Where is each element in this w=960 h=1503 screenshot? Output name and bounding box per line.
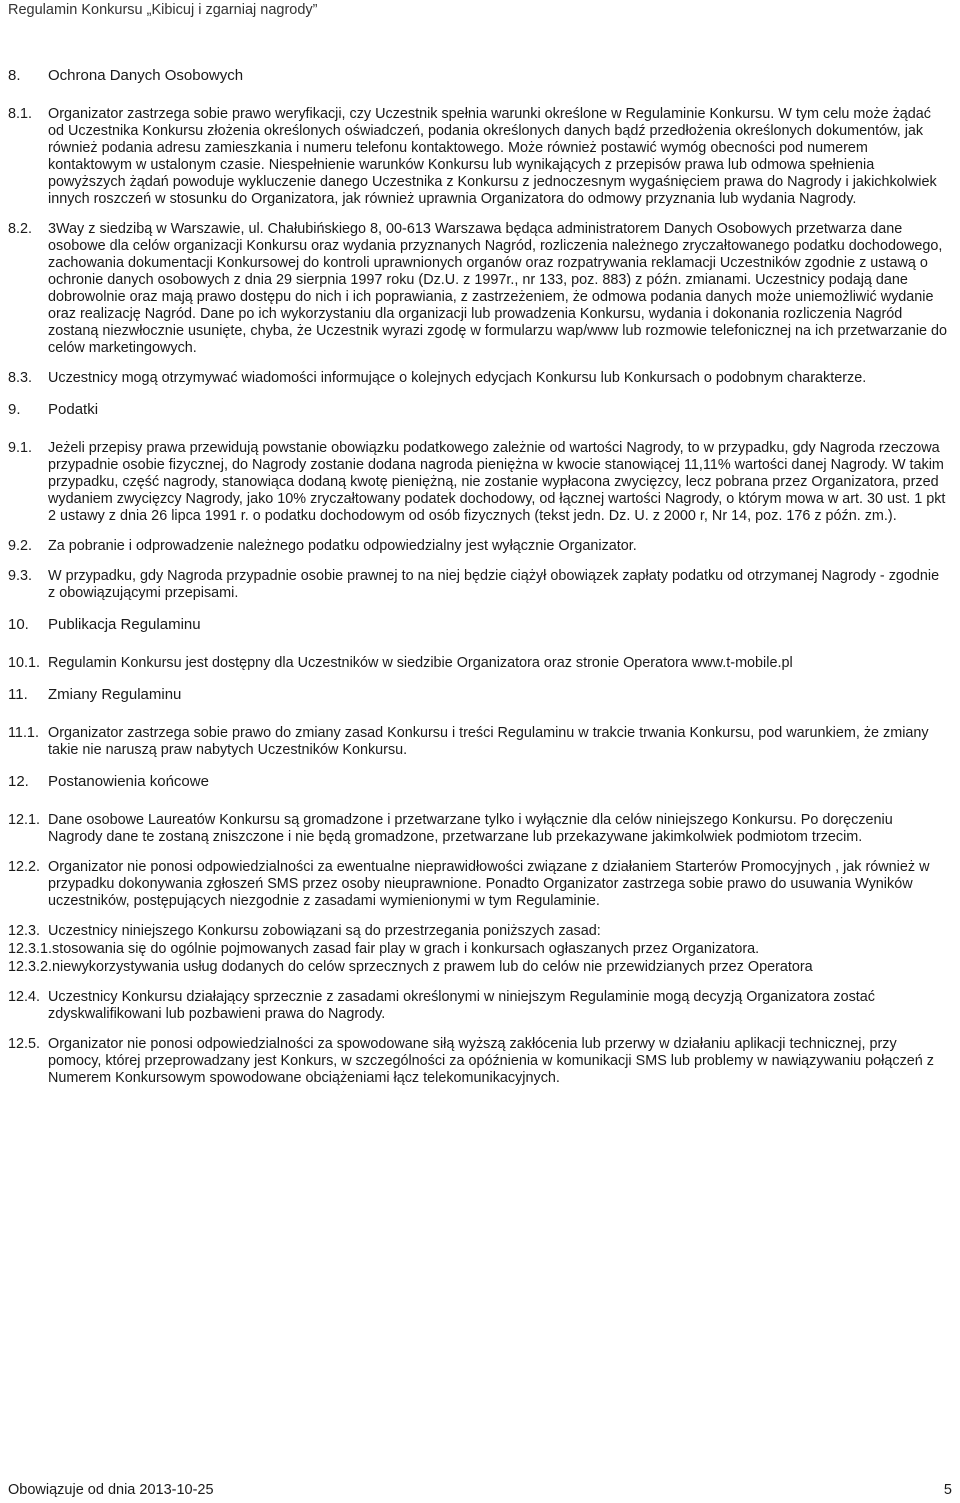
clause-number: 12.2. (8, 859, 41, 875)
clause-number: 12.3.1. (8, 941, 53, 957)
clause-text: stosowania się do ogólnie pojmowanych zasad fair play w grach i konkursach ogłaszanych przez Organizatora. (52, 941, 760, 957)
clause-text: 3Way z siedzibą w Warszawie, ul. Chałubińskiego 8, 00-613 Warszawa będąca administratorem Danych Osobowych przetwarza dane osobowe dla celów organizacji Konkursu oraz wydania przyznanych Nagród, rozliczenia należnego zryczałtowanego podatku dochodowego, zachowania dokumentacji Konkursowej do kontroli uprawnionych organów oraz rozpatrywania reklamacji Uczestników zgodnie z ustawą o ochronie danych osobowych z dnia 29 sierpnia 1997 roku (Dz.U. z 1997r., nr 133, poz. 883) z późn. zmianami. Uczestnicy podają dane dobrowolnie oraz mają prawo dostępu do nich i ich poprawiania, z zastrzeżeniem, że odmowa podania danych może uniemożliwić wydanie oraz realizację Nagród. Dane po ich wykorzystaniu dla organizacji lub prowadzenia Konkursu, wydania i dokonania rozliczenia Nagród zostaną niezwłocznie usunięte, chyba, że Uczestnik wyrazi zgodę w formularzu wap/www lub rozmowie telefonicznej na ich przetwarzanie do celów marketingowych. (48, 221, 948, 356)
clause (8, 221, 948, 357)
clause-text: W przypadku, gdy Nagroda przypadnie osobie prawnej to na niej będzie ciążył obowiązek zapłaty podatku od otrzymanej Nagrody - zgodnie z obowiązującymi przepisami. (48, 568, 940, 601)
section-title: Zmiany Regulaminu (48, 686, 182, 703)
clause-number: 12.3. (8, 923, 41, 939)
clause-text: Dane osobowe Laureatów Konkursu są gromadzone i przetwarzane tylko i wyłącznie dla celów niniejszego Konkursu. Po doręczeniu Nagrody dane te zostaną zniszczone i nie będą gromadzone, przetwarzane lub przekazywane jakimkolwiek podmiotom trzecim. (48, 812, 893, 845)
clause (8, 440, 948, 525)
clause (8, 923, 948, 940)
section-title: Podatki (48, 401, 99, 418)
page-number: 5 (943, 1482, 952, 1498)
section-title: Ochrona Danych Osobowych (48, 67, 244, 84)
subclause (8, 959, 948, 976)
clause-number: 8.3. (8, 370, 33, 386)
section-heading (8, 772, 948, 792)
clause-number: 10.1. (8, 655, 41, 671)
clause-number: 12.5. (8, 1036, 41, 1052)
document-footer (8, 1480, 952, 1500)
section-number: 8. (8, 67, 21, 84)
clause-text: Uczestnicy niniejszego Konkursu zobowiązani są do przestrzegania poniższych zasad: (48, 923, 601, 939)
clause-number: 12.3.2. (8, 959, 53, 975)
effective-date: Obowiązuje od dnia 2013-10-25 (8, 1482, 214, 1498)
section-heading (8, 66, 948, 86)
clause-text: Organizator zastrzega sobie prawo weryfikacji, czy Uczestnik spełnia warunki określone w Regulaminie Konkursu. W tym celu może żądać od Uczestnika Konkursu złożenia określonych oświadczeń, podania określonych danych bądź przedłożenia określonych dokumentów, jak również podania adresu zamieszkania i numeru telefonu kontaktowego. Może również postawić wymóg obecności pod numerem kontaktowym w ustalonym czasie. Niespełnienie warunków Konkursu lub wynikających z przepisów prawa lub odmowa spełnienia powyższych żądań powoduje wykluczenie danego Uczestnika z Konkursu z jednoczesnym wygaśnięciem prawa do Nagrody i jakichkolwiek innych roszczeń w stosunku do Organizatora, jak również uprawnia Organizatora do odmowy przyznania lub wydania Nagrody. (48, 106, 937, 207)
clause-text: niewykorzystywania usług dodanych do celów sprzecznych z prawem lub do celów nie przewidzianych przez Operatora (52, 959, 813, 975)
clause (8, 106, 948, 208)
section-title: Publikacja Regulaminu (48, 616, 201, 633)
section-number: 12. (8, 773, 29, 790)
clause-number: 8.1. (8, 106, 33, 122)
clause-number: 12.4. (8, 989, 41, 1005)
section-heading (8, 685, 948, 705)
clause-number: 11.1. (8, 725, 39, 741)
clause (8, 859, 948, 910)
clause (8, 370, 948, 387)
clause (8, 812, 948, 846)
clause (8, 568, 948, 602)
section-number: 9. (8, 401, 21, 418)
section-title: Postanowienia końcowe (48, 773, 209, 790)
clause-number: 12.1. (8, 812, 41, 828)
clause (8, 989, 948, 1023)
clause-text: Regulamin Konkursu jest dostępny dla Uczestników w siedzibie Organizatora oraz stronie Operatora www.t-mobile.pl (48, 655, 793, 671)
clause-text: Za pobranie i odprowadzenie należnego podatku odpowiedzialny jest wyłącznie Organizator. (48, 538, 637, 554)
clause (8, 725, 948, 759)
clause-number: 9.1. (8, 440, 33, 456)
clause-text: Organizator zastrzega sobie prawo do zmiany zasad Konkursu i treści Regulaminu w trakcie trwania Konkursu, pod warunkiem, że zmiany takie nie naruszą praw nabytych Uczestników Konkursu. (48, 725, 929, 758)
clause-text: Uczestnicy Konkursu działający sprzecznie z zasadami określonymi w niniejszym Regulaminie mogą decyzją Organizatora zostać zdyskwalifikowani lub pozbawieni prawa do Nagrody. (48, 989, 876, 1022)
clause-text: Organizator nie ponosi odpowiedzialności za ewentualne nieprawidłowości związane z działaniem Starterów Promocyjnych , jak również w przypadku dokonywania zgłoszeń SMS przez osoby nieuprawnione. Ponadto Organizator zastrzega sobie prawo do usuwania Wyników uczestników, postępujących niezgodnie z zasadami wymienionymi w tym Regulaminie. (48, 859, 930, 909)
clause-text: Jeżeli przepisy prawa przewidują powstanie obowiązku podatkowego zależnie od wartości Nagrody, to w przypadku, gdy Nagroda rzeczowa przypadnie osobie fizycznej, do Nagrody zostanie dodana nagroda pieniężna w kwocie stanowiącej 11,11% wartości danej Nagrody. W takim przypadku, część nagrody, stanowiąca dodaną kwotę pieniężną, nie zostanie wypłacona zwycięzcy, lecz pobrana przez Organizatora, przed wydaniem zwycięzcy Nagrody, jako 10% zryczałtowany podatek dochodowy, od łącznej wartości Nagrody, o którym mowa w art. 30 ust. 1 pkt 2 ustawy z dnia 26 lipca 1991 r. o podatku dochodowym od osób fizycznych (tekst jedn. Dz. U. z 2000 r, Nr 14, poz. 176 z późn. zm.). (48, 440, 946, 524)
section-heading (8, 400, 948, 420)
clause (8, 1036, 948, 1087)
clause-text: Uczestnicy mogą otrzymywać wiadomości informujące o kolejnych edycjach Konkursu lub Konkursach o podobnym charakterze. (48, 370, 867, 386)
clause (8, 655, 948, 672)
section-number: 11. (8, 686, 28, 703)
document-header-title: Regulamin Konkursu „Kibicuj i zgarniaj nagrody” (8, 2, 318, 18)
section-number: 10. (8, 616, 29, 633)
clause-number: 9.3. (8, 568, 33, 584)
clause (8, 538, 948, 555)
clause-text: Organizator nie ponosi odpowiedzialności za spowodowane siłą wyższą zakłócenia lub przerwy w działaniu aplikacji technicznej, przy pomocy, której przeprowadzany jest Konkurs, w szczególności za opóźnienia w komunikacji SMS lub problemy w nawiązywaniu połączeń z Numerem Konkursowym spowodowane obciążeniami łącz telekomunikacyjnych. (48, 1036, 934, 1086)
section-heading (8, 615, 948, 635)
clause-number: 9.2. (8, 538, 33, 554)
subclause (8, 941, 948, 958)
clause-number: 8.2. (8, 221, 33, 237)
document-body (8, 66, 948, 1100)
